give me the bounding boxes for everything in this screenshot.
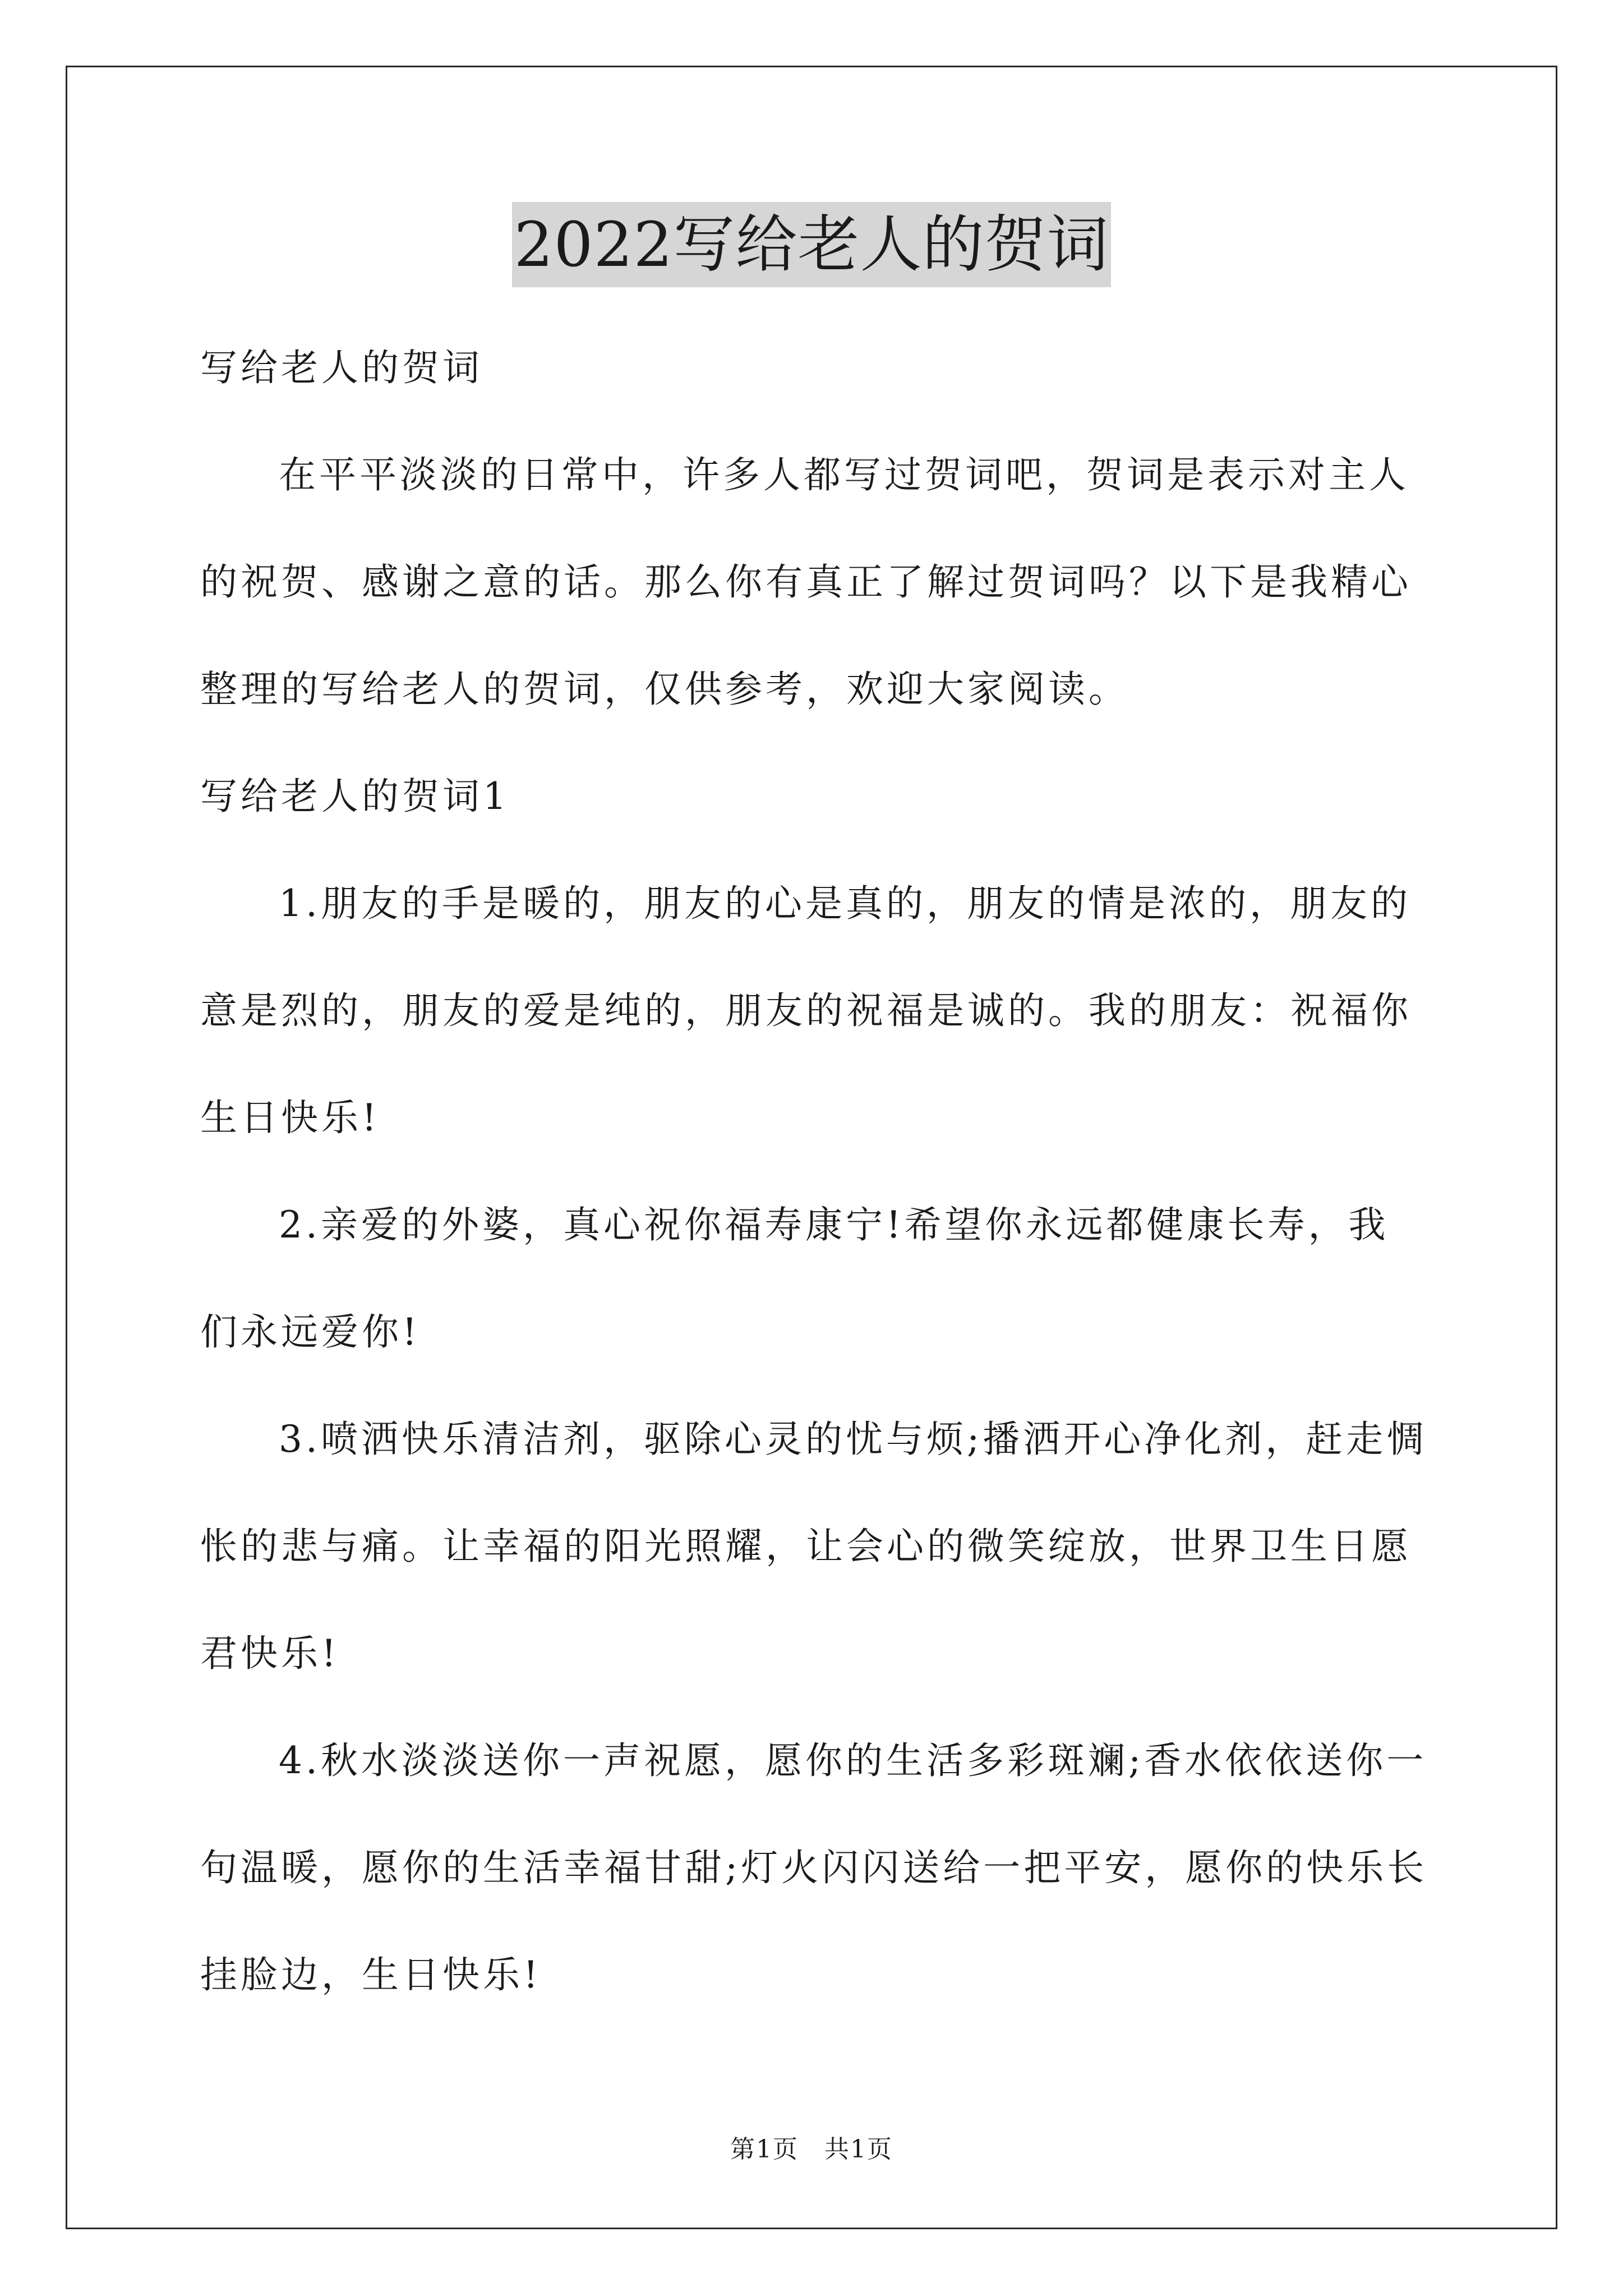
greeting-item: 2.亲爱的外婆，真心祝你福寿康宁!希望你永远都健康长寿，我们永远爱你! [200,1203,1389,1354]
section-heading: 写给老人的贺词1 [200,775,510,818]
intro-paragraph: 在平平淡淡的日常中，许多人都写过贺词吧，贺词是表示对主人的祝贺、感谢之意的话。那么你有真正了解过贺词吗？以下是我精心整理的写给老人的贺词，仅供参考，欢迎大家阅读。 [200,453,1412,711]
greeting-item: 1.朋友的手是暖的，朋友的心是真的，朋友的情是浓的，朋友的意是烈的，朋友的爱是纯的，朋友的祝福是诚的。我的朋友：祝福你生日快乐! [200,882,1412,1139]
greeting-item: 3.喷洒快乐清洁剂，驱除心灵的忧与烦;播洒开心净化剂，赶走惆怅的悲与痛。让幸福的阳光照耀，让会心的微笑绽放，世界卫生日愿君快乐! [200,1418,1427,1675]
section-heading: 写给老人的贺词 [200,346,483,389]
document-body [200,314,1428,2028]
page-footer: 第1页 共1页 [730,2135,893,2164]
document-title: 2022写给老人的贺词 [512,202,1112,287]
greeting-item: 4.秋水淡淡送你一声祝愿，愿你的生活多彩斑斓;香水依依送你一句温暖，愿你的生活幸福甘甜;灯火闪闪送给一把平安，愿你的快乐长挂脸边，生日快乐! [200,1739,1428,1996]
title-container [0,202,1623,287]
